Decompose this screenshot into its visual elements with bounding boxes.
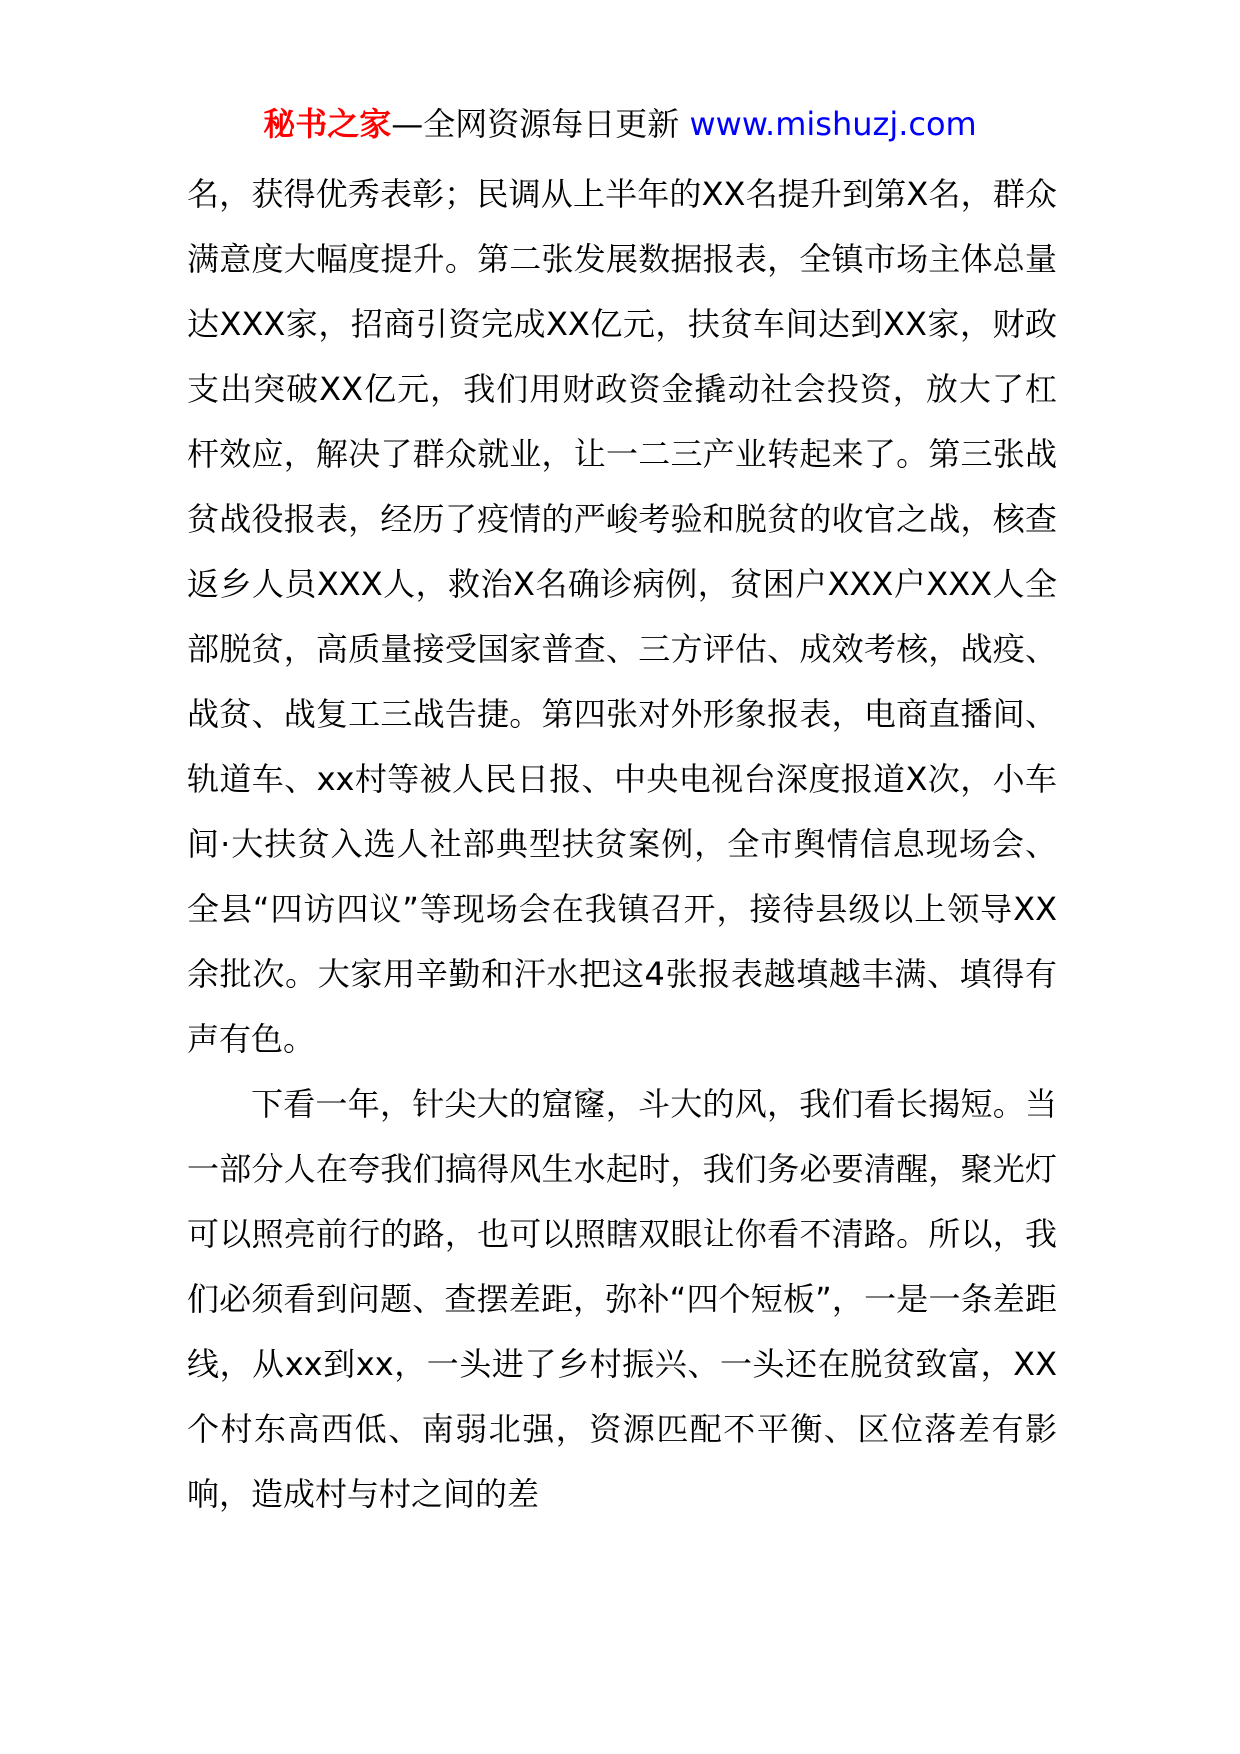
page-header <box>0 100 1240 148</box>
header-tagline: —全网资源每日更新 <box>391 105 690 143</box>
paragraph: 下看一年，针尖大的窟窿，斗大的风，我们看长揭短。当一部分人在夸我们搞得风生水起时，我们务必要清醒，聚光灯可以照亮前行的路，也可以照瞎双眼让你看不清路。所以，我们必须看到问题、查摆差距，弥补“四个短板”，一是一条差距线，从xx到xx，一头进了乡村振兴、一头还在脱贫致富，XX个村东高西低、南弱北强，资源匹配不平衡、区位落差有影响，造成村与村之间的差 <box>187 1085 1057 1513</box>
brand-name: 秘书之家 <box>263 105 392 143</box>
paragraph-continued: 名，获得优秀表彰；民调从上半年的XX名提升到第X名，群众满意度大幅度提升。第二张发展数据报表，全镇市场主体总量达XXX家，招商引资完成XX亿元，扶贫车间达到XX家，财政支出突破XX亿元，我们用财政资金撬动社会投资，放大了杠杆效应，解决了群众就业，让一二三产业转起来了。第三张战贫战役报表，经历了疫情的严峻考验和脱贫的收官之战，核查返乡人员XXX人，救治X名确诊病例，贫困户XXX户XXX人全部脱贫，高质量接受国家普查、三方评估、成效考核，战疫、战贫、战复工三战告捷。第四张对外形象报表，电商直播间、轨道车、xx村等被人民日报、中央电视台深度报道X次，小车间·大扶贫入选人社部典型扶贫案例，全市舆情信息现场会、全县“四访四议”等现场会在我镇召开，接待县级以上领导XX余批次。大家用辛勤和汗水把这4张报表越填越丰满、填得有声有色。 <box>187 175 1057 1058</box>
document-body <box>187 162 1057 1527</box>
site-url-link[interactable]: www.mishuzj.com <box>689 105 977 143</box>
